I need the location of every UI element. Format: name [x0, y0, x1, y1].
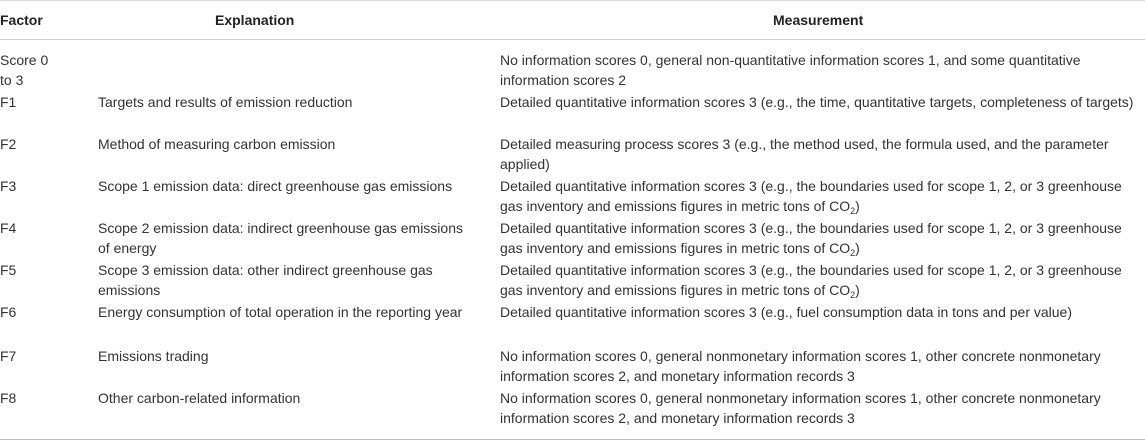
cell-measurement [500, 260, 1145, 300]
header-measurement: Measurement [773, 12, 864, 28]
cell-factor: F4 [0, 220, 17, 236]
table-bottom-rule [0, 439, 1145, 440]
cell-measurement: No information scores 0, general non-quantitative information scores 1, and some quantitative information scores 2 [500, 52, 1081, 88]
header-explanation: Explanation [215, 12, 295, 28]
table-row [0, 134, 1145, 176]
cell-factor: F6 [0, 304, 17, 320]
subscript: 2 [850, 290, 856, 300]
subscript: 2 [850, 206, 856, 216]
header-factor: Factor [0, 12, 43, 28]
cell-factor: F5 [0, 262, 17, 278]
table-row [0, 346, 1145, 388]
measurement-text: Detailed quantitative information scores 3 (e.g., the boundaries used for scope 1, 2, or 3 greenhouse gas inventory and emissions figures in metric tons of CO [500, 262, 1122, 298]
table-row [0, 50, 1145, 92]
table-header [0, 0, 1145, 40]
cell-factor: Score 0 to 3 [0, 52, 49, 88]
cell-explanation: Scope 2 emission data: indirect greenhouse gas emissions of energy [98, 220, 463, 256]
measurement-text: Detailed quantitative information scores 3 (e.g., the boundaries used for scope 1, 2, or 3 greenhouse gas inventory and emissions figures in metric tons of CO [500, 220, 1122, 256]
cell-explanation: Emissions trading [98, 348, 209, 364]
cell-explanation: Scope 1 emission data: direct greenhouse gas emissions [98, 178, 453, 194]
measurement-end: ) [855, 282, 860, 298]
cell-explanation: Targets and results of emission reduction [98, 94, 353, 110]
cell-measurement: Detailed quantitative information scores 3 (e.g., fuel consumption data in tons and per value) [500, 304, 1072, 320]
cell-measurement: Detailed quantitative information scores 3 (e.g., the time, quantitative targets, completeness of targets) [500, 94, 1134, 110]
cell-factor: F3 [0, 178, 17, 194]
measurement-end: ) [855, 198, 860, 214]
subscript: 2 [850, 248, 856, 258]
cell-measurement [500, 218, 1145, 258]
table-body [0, 50, 1145, 430]
cell-explanation: Other carbon-related information [98, 390, 301, 406]
cell-factor: F8 [0, 390, 17, 406]
measurement-end: ) [855, 240, 860, 256]
cell-factor: F7 [0, 348, 17, 364]
table-row [0, 176, 1145, 218]
cell-explanation: Method of measuring carbon emission [98, 136, 336, 152]
table-row [0, 260, 1145, 302]
cell-factor: F1 [0, 94, 17, 110]
table-row [0, 302, 1145, 346]
table-row [0, 218, 1145, 260]
cell-explanation: Energy consumption of total operation in the reporting year [98, 304, 463, 320]
cell-measurement [500, 176, 1145, 216]
cell-explanation: Scope 3 emission data: other indirect greenhouse gas emissions [98, 262, 433, 298]
table-row [0, 92, 1145, 134]
cell-measurement: No information scores 0, general nonmonetary information scores 1, other concrete nonmonetary information scores 2, and monetary information records 3 [500, 348, 1101, 384]
cell-measurement: Detailed measuring process scores 3 (e.g., the method used, the formula used, and the parameter applied) [500, 136, 1109, 172]
measurement-text: Detailed quantitative information scores 3 (e.g., the boundaries used for scope 1, 2, or 3 greenhouse gas inventory and emissions figures in metric tons of CO [500, 178, 1122, 214]
table-row [0, 388, 1145, 430]
cell-factor: F2 [0, 136, 17, 152]
cell-measurement: No information scores 0, general nonmonetary information scores 1, other concrete nonmonetary information scores 2, and monetary information records 3 [500, 390, 1101, 426]
